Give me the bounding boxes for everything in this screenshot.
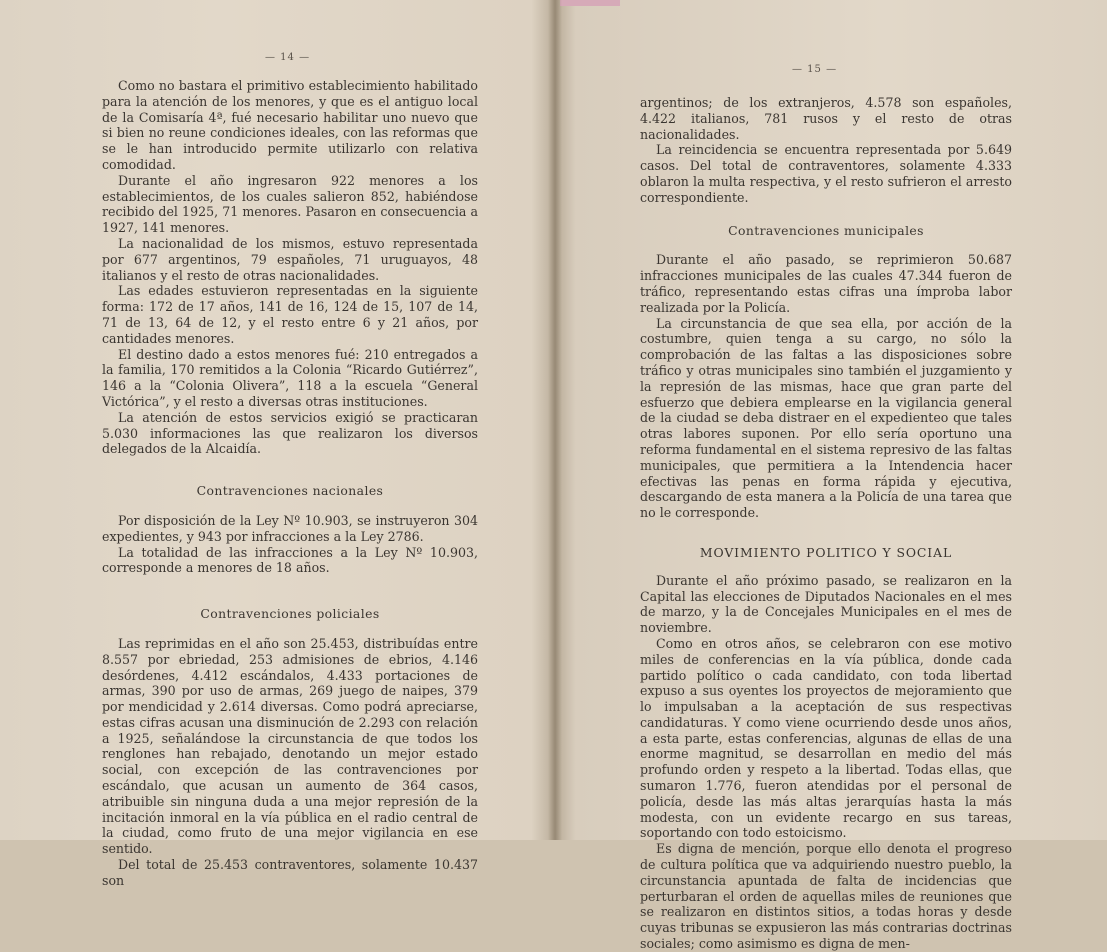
- paragraph: argentinos; de los extranjeros, 4.578 son españoles, 4.422 italianos, 781 rusos y el resto de otras nacionalidades.: [640, 95, 1012, 142]
- paragraph: Durante el año ingresaron 922 menores a los establecimientos, de los cuales salieron 852, habiéndose recibido del 1925, 71 menores. Pasaron en consecuencia a 1927, 141 menores.: [102, 172, 478, 236]
- paragraph: El destino dado a estos menores fué: 210 entregados a la familia, 170 remitidos a la Colonia “Ricardo Gutiérrez”, 146 a la “Colonia Olivera”, 118 a la escuela “General Victórica”, y el resto a diversas otras instituciones.: [102, 346, 478, 409]
- paragraph: Durante el año próximo pasado, se realizaron en la Capital las elecciones de Diputados Nacionales en el mes de marzo, y la de Concejales Municipales en el mes de noviembre.: [640, 572, 1012, 636]
- section-heading: Contravenciones nacionales: [196, 483, 384, 499]
- paragraph: Por disposición de la Ley Nº 10.903, se instruyeron 304 expedientes, y 943 por infracciones a la Ley 2786.: [102, 512, 478, 544]
- section-heading: MOVIMIENTO POLITICO Y SOCIAL: [699, 544, 953, 560]
- page-number: — 14 —: [265, 52, 311, 63]
- paragraph: La atención de estos servicios exigió se practicaran 5.030 informaciones las que realizaron los diversos delegados de la Alcaidía.: [102, 409, 478, 457]
- left-text-column: [102, 78, 478, 889]
- paragraph: Las reprimidas en el año son 25.453, distribuídas entre 8.557 por ebriedad, 253 admisiones de ebrios, 4.146 desórdenes, 4.412 escándalos, 4.433 portaciones de armas, 390 por uso de armas, 269 juego de naipes, 379 por mendicidad y 2.614 diversas. Como podrá apreciarse, estas cifras acusan una disminución de 2.293 con relación a 1925, señalándose la circunstancia de que todos los renglones han rebajado, denotando un mejor estado social, con excepción de las contravenciones por escándalo, que acusan un aumento de 364 casos, atribuible sin ninguna duda a una mejor represión de la incitación inmoral en la vía pública en el radio central de la ciudad, como fruto de una mejor vigilancia en ese sentido.: [102, 635, 478, 857]
- paragraph: Es digna de mención, porque ello denota el progreso de cultura política que va adquiriendo nuestro pueblo, la circunstancia apuntada de falta de incidencias que perturbaran el orden de aquellas miles de reuniones que se realizaron en distintos sitios, a todas horas y desde cuyas tribunas se expusieron las más contrarias doctrinas sociales; como asimismo es digna de men-: [640, 841, 1012, 952]
- page-number: — 15 —: [792, 64, 838, 75]
- paragraph: Las edades estuvieron representadas en la siguiente forma: 172 de 17 años, 141 de 16, 124 de 15, 107 de 14, 71 de 13, 64 de 12, y el resto entre 6 y 21 años, por cantidades menores.: [102, 283, 478, 346]
- paragraph: La nacionalidad de los mismos, estuvo representada por 677 argentinos, 79 españoles, 71 uruguayos, 48 italianos y el resto de otras nacionalidades.: [102, 235, 478, 283]
- paragraph: Del total de 25.453 contraventores, solamente 10.437 son: [102, 857, 478, 888]
- paragraph: Durante el año pasado, se reprimieron 50.687 infracciones municipales de las cuales 47.344 fueron de tráfico, representando estas cifras una ímproba labor realizada por la Policía.: [640, 252, 1012, 315]
- paragraph: Como en otros años, se celebraron con ese motivo miles de conferencias en la vía pública, donde cada partido político o cada candidato, con toda libertad expuso a sus oyentes los proyectos de mejoramiento que lo impulsaban a la aceptación de sus respectivas candidaturas. Y como viene ocurriendo desde unos años, a esta parte, estas conferencias, algunas de ellas de una enorme magnitud, se desarrollan en medio del más profundo orden y respeto a la libertad. Todas ellas, que sumaron 1.776, fueron atendidas por el personal de policía, desde las más altas jerarquías hasta la más modesta, con un evidente recargo en sus tareas, soportando con todo estoicismo.: [640, 635, 1012, 841]
- section-heading: Contravenciones municipales: [728, 222, 924, 238]
- paragraph: La reincidencia se encuentra representada por 5.649 casos. Del total de contraventores, solamente 4.333 oblaron la multa respectiva, y el resto sufrieron el arresto correspondiente.: [640, 142, 1012, 205]
- paragraph: La circunstancia de que sea ella, por acción de la costumbre, quien tenga a su cargo, no sólo la comprobación de las faltas a las disposiciones sobre tráfico y otras municipales sino también el juzgamiento y la represión de las mismas, hace que gran parte del esfuerzo que debiera emplearse en la vigilancia general de la ciudad se deba distraer en el expedienteo que tales otras labores suponen. Por ello sería oportuno una reforma fundamental en el sistema represivo de las faltas municipales, que permitiera a la Intendencia hacer efectivas las penas en forma rápida y ejecutiva, descargando de esta manera a la Policía de una tarea que no le corresponde.: [640, 315, 1012, 521]
- paragraph: La totalidad de las infracciones a la Ley Nº 10.903, corresponde a menores de 18 años.: [102, 544, 478, 576]
- section-heading: Contravenciones policiales: [200, 606, 380, 622]
- right-text-column: [640, 95, 1012, 952]
- left-page: [0, 0, 550, 888]
- right-page: [560, 0, 1107, 952]
- paragraph: Como no bastara el primitivo establecimiento habilitado para la atención de los menores, y que es el antiguo local de la Comisaría 4ª, fué necesario habilitar uno nuevo que si bien no reune condiciones ideales, con las reformas que se le han introducido permite utilizarlo con relativa comodidad.: [102, 78, 478, 172]
